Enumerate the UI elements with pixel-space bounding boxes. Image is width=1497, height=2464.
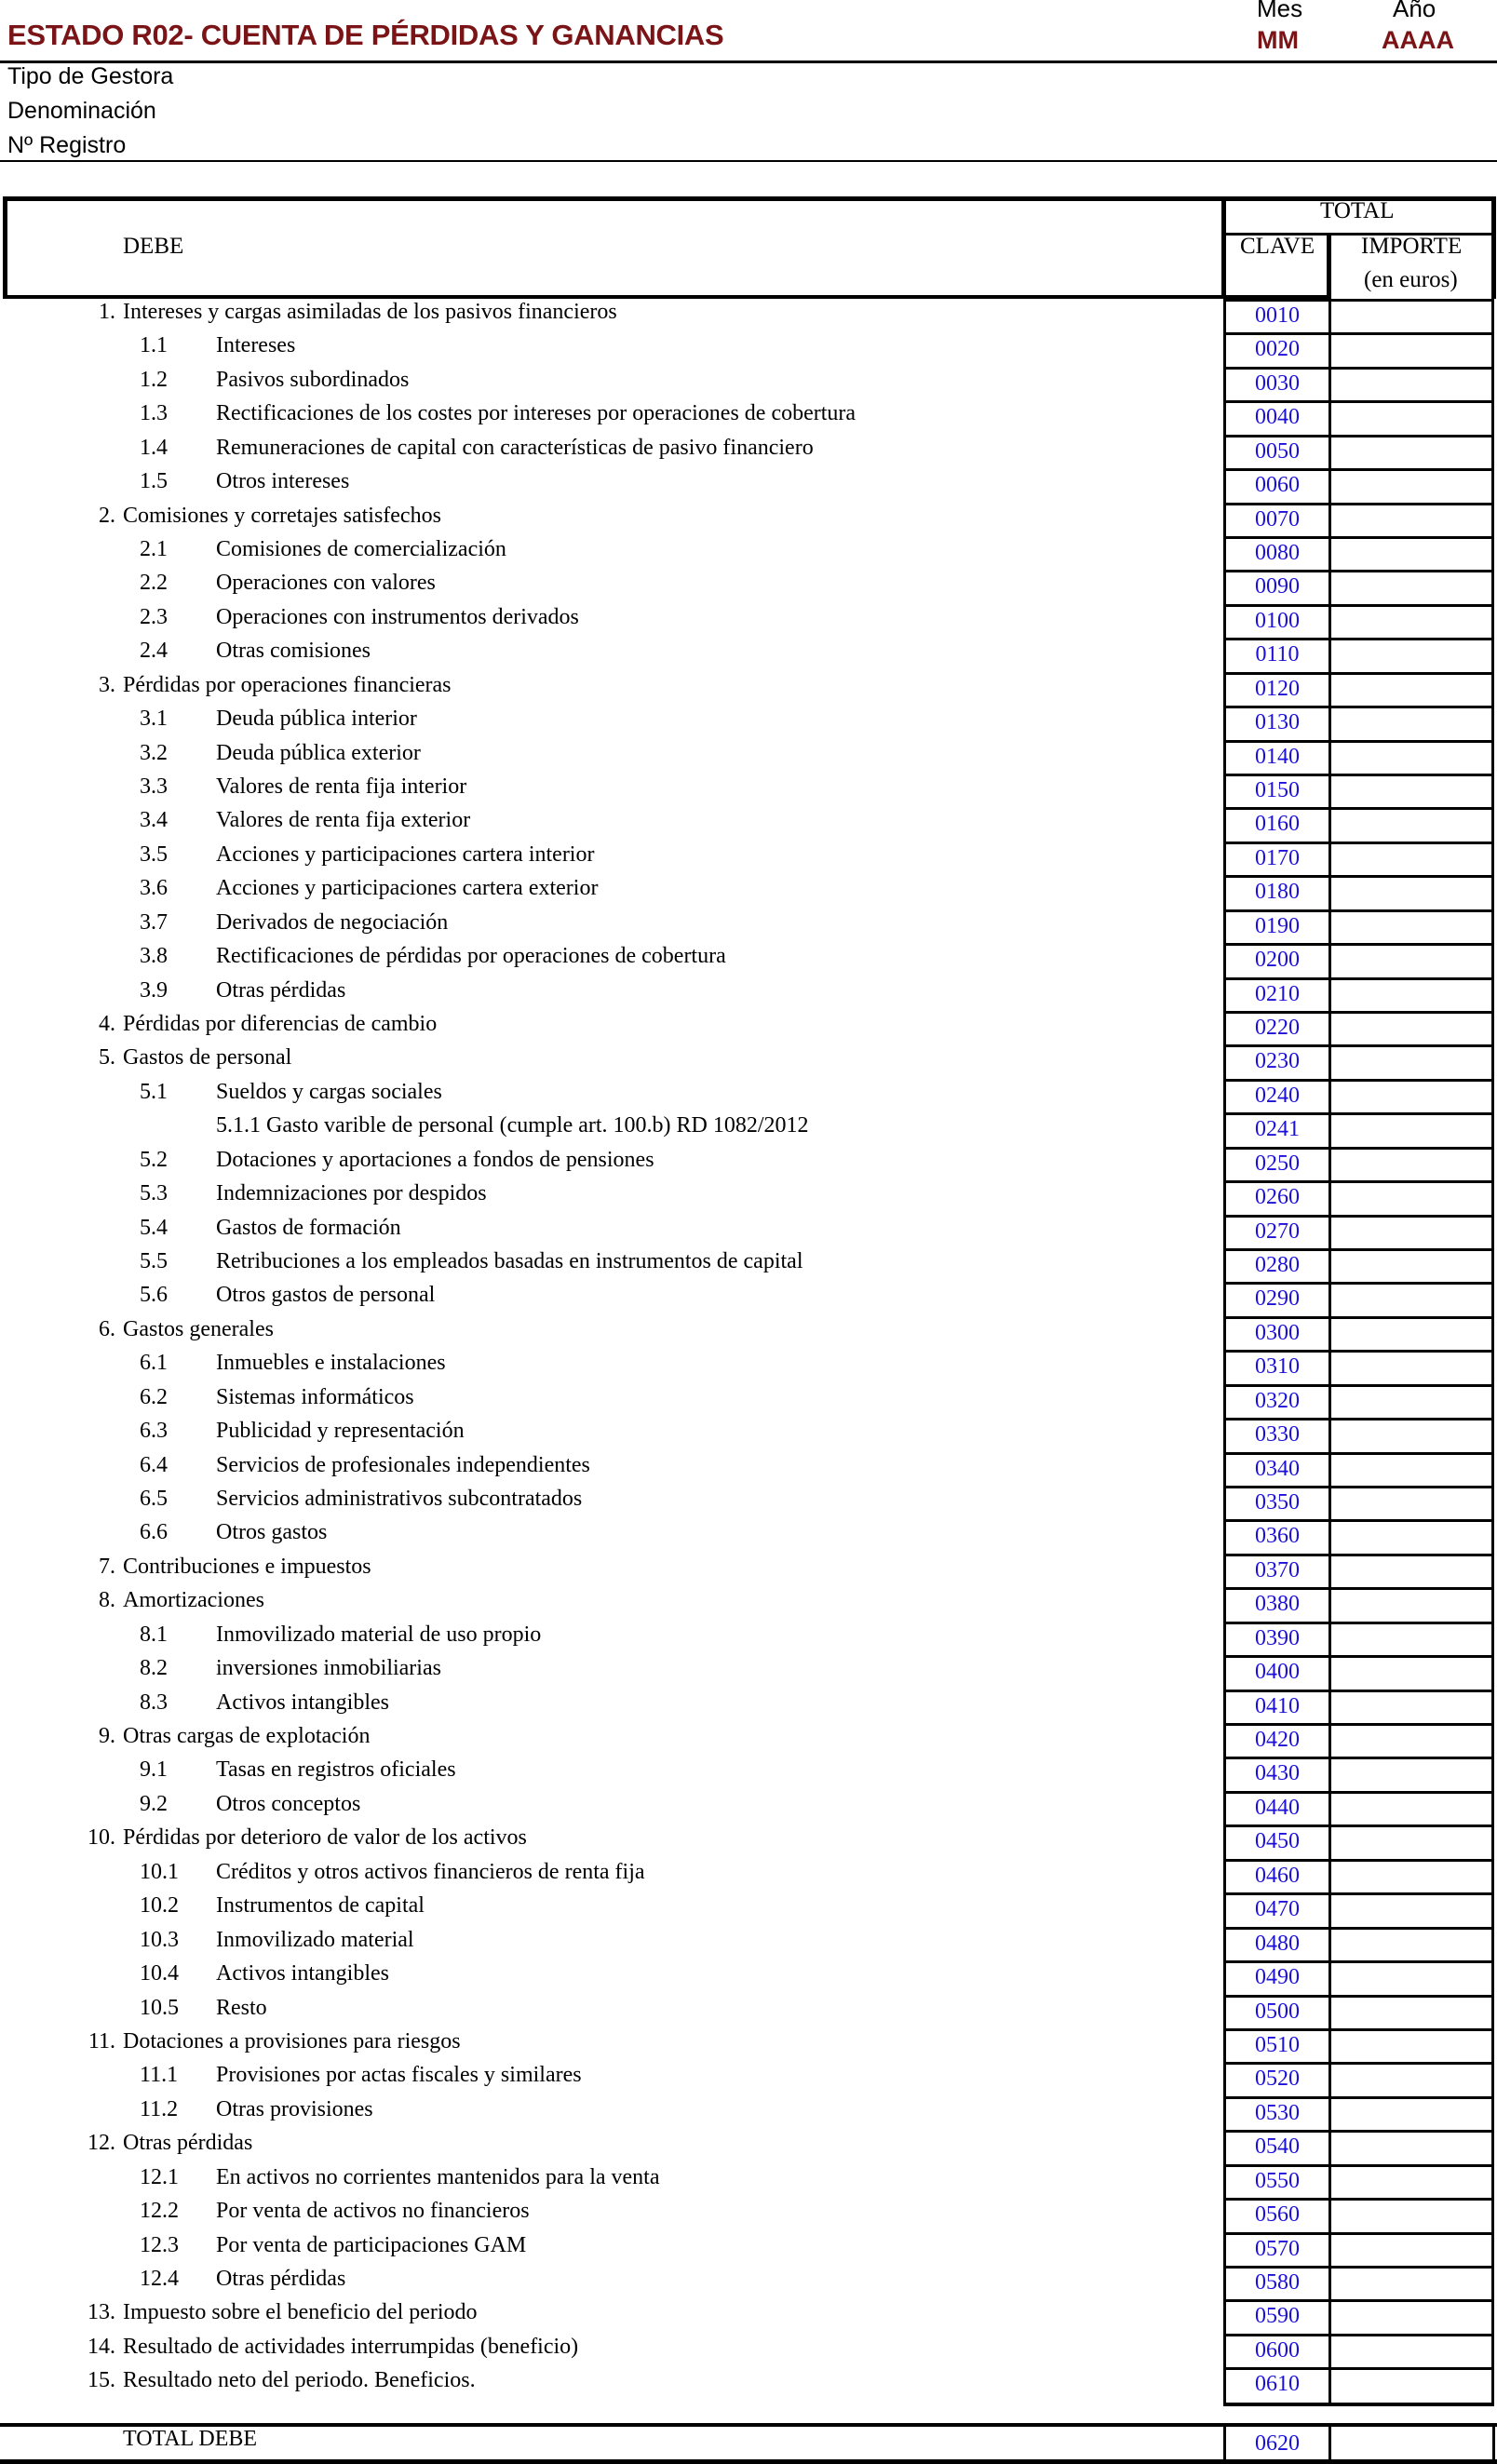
row-amount-input[interactable] (1331, 400, 1494, 438)
row-code: 0120 (1223, 672, 1331, 708)
row-code: 0090 (1223, 570, 1331, 607)
row-label: Derivados de negociación (216, 910, 449, 935)
row-code: 0060 (1223, 468, 1331, 505)
row-code: 0310 (1223, 1350, 1331, 1387)
row-code: 0510 (1223, 2028, 1331, 2065)
row-code: 0420 (1223, 1723, 1331, 1759)
row-label: Tasas en registros oficiales (216, 1757, 456, 1782)
row-number: 12.3 (140, 2233, 179, 2257)
row-amount-input[interactable] (1331, 570, 1494, 607)
row-number: 1. (99, 300, 115, 324)
row-number: 6. (99, 1317, 115, 1341)
row-code: 0241 (1223, 1112, 1331, 1150)
row-code: 0280 (1223, 1248, 1331, 1285)
row-number: 10.1 (140, 1860, 179, 1884)
debe-header: DEBE (123, 234, 184, 259)
row-label: Por venta de participaciones GAM (216, 2233, 527, 2257)
row-amount-input[interactable] (1331, 1587, 1494, 1624)
row-label: Amortizaciones (123, 1588, 264, 1612)
row-number: 3. (99, 673, 115, 697)
row-amount-input[interactable] (1331, 977, 1494, 1014)
row-amount-input[interactable] (1331, 1995, 1494, 2031)
row-label: Remuneraciones de capital con características de pasivo financiero (216, 436, 814, 460)
row-number: 12.2 (140, 2199, 179, 2223)
row-label: Servicios de profesionales independientes (216, 1453, 590, 1477)
row-number: 5.1 (140, 1080, 168, 1104)
row-code: 0190 (1223, 909, 1331, 946)
row-label: Créditos y otros activos financieros de renta fija (216, 1860, 645, 1884)
row-code: 0050 (1223, 435, 1331, 471)
row-amount-input[interactable] (1331, 1011, 1494, 1047)
row-code: 0180 (1223, 875, 1331, 912)
row-label: Otros conceptos (216, 1792, 361, 1816)
row-amount-input[interactable] (1331, 2198, 1494, 2235)
row-amount-input[interactable] (1331, 740, 1494, 776)
row-label: En activos no corrientes mantenidos para la venta (216, 2165, 660, 2189)
mes-label: Mes (1257, 0, 1303, 22)
row-code: 0160 (1223, 807, 1331, 844)
row-label: Operaciones con valores (216, 571, 436, 595)
row-code: 0210 (1223, 977, 1331, 1014)
row-number: 1.2 (140, 368, 168, 392)
row-amount-input[interactable] (1331, 604, 1494, 640)
row-code: 0570 (1223, 2232, 1331, 2269)
row-amount-input[interactable] (1331, 1655, 1494, 1692)
row-amount-input[interactable] (1331, 1215, 1494, 1251)
row-code: 0150 (1223, 774, 1331, 810)
row-label: Dotaciones a provisiones para riesgos (123, 2029, 461, 2053)
row-code: 0220 (1223, 1011, 1331, 1047)
row-label: Retribuciones a los empleados basadas en instrumentos de capital (216, 1249, 803, 1273)
row-label: Operaciones con instrumentos derivados (216, 605, 579, 629)
importe-header: IMPORTE (1361, 234, 1463, 259)
row-label: Dotaciones y aportaciones a fondos de pensiones (216, 1148, 654, 1172)
row-number: 1.3 (140, 401, 168, 425)
row-code: 0070 (1223, 503, 1331, 539)
row-label: Otras cargas de explotación (123, 1724, 371, 1748)
row-label: Otras pérdidas (123, 2131, 253, 2155)
row-amount-input[interactable] (1331, 672, 1494, 708)
total-debe-code: 0620 (1223, 2423, 1331, 2464)
registro-label: Nº Registro (7, 132, 127, 158)
row-code: 0430 (1223, 1757, 1331, 1794)
row-label: Inmovilizado material (216, 1928, 414, 1952)
meta-divider (0, 160, 1497, 162)
row-number: 3.8 (140, 944, 168, 968)
row-number: 1.1 (140, 333, 168, 357)
row-number: 12.4 (140, 2267, 179, 2291)
row-code: 0480 (1223, 1927, 1331, 1963)
row-code: 0250 (1223, 1147, 1331, 1183)
row-number: 6.3 (140, 1419, 168, 1443)
row-label: Activos intangibles (216, 1961, 389, 1986)
row-amount-input[interactable] (1331, 332, 1494, 370)
row-number: 3.3 (140, 774, 168, 799)
row-code: 0540 (1223, 2130, 1331, 2167)
row-amount-input[interactable] (1331, 1147, 1494, 1183)
row-label: Otras pérdidas (216, 2267, 346, 2291)
row-amount-input[interactable] (1331, 1690, 1494, 1726)
row-label: 5.1.1 Gasto varible de personal (cumple art. 100.b) RD 1082/2012 (216, 1113, 809, 1138)
row-code: 0400 (1223, 1655, 1331, 1692)
row-number: 5.6 (140, 1283, 168, 1307)
row-amount-input[interactable] (1331, 1180, 1494, 1218)
row-amount-input[interactable] (1331, 435, 1494, 471)
row-label: Otros gastos (216, 1520, 328, 1544)
row-number: 11. (88, 2029, 115, 2053)
row-amount-input[interactable] (1331, 1791, 1494, 1827)
row-number: 5.5 (140, 1249, 168, 1273)
row-label: Pérdidas por diferencias de cambio (123, 1012, 438, 1036)
row-number: 6.6 (140, 1520, 168, 1544)
row-amount-input[interactable] (1331, 842, 1494, 878)
row-code: 0410 (1223, 1690, 1331, 1726)
row-label: Activos intangibles (216, 1690, 389, 1715)
row-number: 10.5 (140, 1996, 179, 2020)
row-label: Resultado neto del periodo. Beneficios. (123, 2368, 476, 2392)
row-number: 5. (99, 1045, 115, 1070)
row-number: 11.2 (140, 2097, 179, 2121)
row-amount-input[interactable] (1331, 2266, 1494, 2302)
row-code: 0390 (1223, 1622, 1331, 1658)
clave-header: CLAVE (1240, 234, 1315, 259)
row-amount-input[interactable] (1331, 1079, 1494, 1115)
row-code: 0140 (1223, 740, 1331, 776)
row-label: Contribuciones e impuestos (123, 1555, 371, 1579)
row-label: Gastos de formación (216, 1216, 401, 1240)
row-code: 0440 (1223, 1791, 1331, 1827)
total-debe-amount[interactable] (1331, 2423, 1495, 2464)
row-label: Valores de renta fija interior (216, 774, 467, 799)
row-amount-input[interactable] (1331, 706, 1494, 743)
row-number: 6.4 (140, 1453, 168, 1477)
row-code: 0020 (1223, 332, 1331, 370)
row-code: 0550 (1223, 2164, 1331, 2201)
row-amount-input[interactable] (1331, 909, 1494, 946)
row-number: 3.2 (140, 741, 168, 765)
row-amount-input[interactable] (1331, 1519, 1494, 1556)
row-number: 2. (99, 504, 115, 528)
row-label: Pérdidas por deterioro de valor de los activos (123, 1825, 527, 1850)
row-label: Pasivos subordinados (216, 368, 410, 392)
row-number: 3.5 (140, 842, 168, 867)
row-label: Intereses y cargas asimiladas de los pasivos financieros (123, 300, 617, 324)
row-code: 0320 (1223, 1384, 1331, 1421)
row-number: 2.4 (140, 639, 168, 663)
row-label: Servicios administrativos subcontratados (216, 1487, 583, 1511)
row-amount-input[interactable] (1331, 1316, 1494, 1353)
row-amount-input[interactable] (1331, 2096, 1494, 2133)
row-amount-input[interactable] (1331, 536, 1494, 572)
row-code: 0260 (1223, 1180, 1331, 1218)
row-label: Gastos de personal (123, 1045, 292, 1070)
row-code: 0500 (1223, 1995, 1331, 2031)
total-header: TOTAL (1320, 198, 1395, 223)
mes-value[interactable]: MM (1257, 26, 1299, 54)
row-number: 6.2 (140, 1385, 168, 1409)
row-code: 0110 (1223, 638, 1331, 675)
row-amount-input[interactable] (1331, 1960, 1494, 1998)
row-code: 0080 (1223, 536, 1331, 572)
row-amount-input[interactable] (1331, 2062, 1494, 2099)
row-code: 0270 (1223, 1215, 1331, 1251)
row-label: Otras comisiones (216, 639, 371, 663)
row-code: 0030 (1223, 367, 1331, 403)
table-header (3, 196, 1226, 299)
row-code: 0470 (1223, 1892, 1331, 1930)
row-code: 0360 (1223, 1519, 1331, 1556)
row-label: Otras provisiones (216, 2097, 373, 2121)
row-number: 10.2 (140, 1893, 179, 1918)
row-code: 0350 (1223, 1486, 1331, 1522)
row-amount-input[interactable] (1331, 1622, 1494, 1658)
row-number: 15. (88, 2368, 115, 2392)
row-amount-input[interactable] (1331, 1824, 1494, 1862)
row-amount-input[interactable] (1331, 2130, 1494, 2167)
row-code: 0230 (1223, 1044, 1331, 1082)
row-amount-input[interactable] (1331, 1044, 1494, 1082)
denominacion-label: Denominación (7, 98, 156, 124)
row-number: 10.3 (140, 1928, 179, 1952)
row-number: 5.3 (140, 1181, 168, 1205)
total-debe-label: TOTAL DEBE (123, 2427, 258, 2451)
row-number: 10. (88, 1825, 115, 1850)
row-label: Gastos generales (123, 1317, 274, 1341)
row-amount-input[interactable] (1331, 1486, 1494, 1522)
row-label: Indemnizaciones por despidos (216, 1181, 487, 1205)
row-number: 9. (99, 1724, 115, 1748)
row-amount-input[interactable] (1331, 2028, 1494, 2065)
row-code: 0290 (1223, 1282, 1331, 1319)
row-amount-input[interactable] (1331, 299, 1494, 335)
row-code: 0300 (1223, 1316, 1331, 1353)
row-number: 2.3 (140, 605, 168, 629)
row-amount-input[interactable] (1331, 1282, 1494, 1319)
row-label: Otros gastos de personal (216, 1283, 436, 1307)
row-number: 6.5 (140, 1487, 168, 1511)
row-number: 11.1 (140, 2063, 179, 2087)
row-label: Sistemas informáticos (216, 1385, 414, 1409)
row-amount-input[interactable] (1331, 2334, 1494, 2370)
row-number: 14. (88, 2335, 115, 2359)
row-label: Inmovilizado material de uso propio (216, 1622, 542, 1647)
row-number: 7. (99, 1555, 115, 1579)
anio-value[interactable]: AAAA (1382, 26, 1454, 54)
row-number: 8.1 (140, 1622, 168, 1647)
row-number: 3.4 (140, 808, 168, 832)
row-amount-input[interactable] (1331, 1350, 1494, 1387)
row-number: 3.6 (140, 876, 168, 900)
row-code: 0560 (1223, 2198, 1331, 2235)
row-code: 0530 (1223, 2096, 1331, 2133)
anio-label: Año (1393, 0, 1436, 22)
row-amount-input[interactable] (1331, 774, 1494, 810)
row-amount-input[interactable] (1331, 1418, 1494, 1455)
row-code: 0450 (1223, 1824, 1331, 1862)
row-code: 0380 (1223, 1587, 1331, 1624)
row-code: 0010 (1223, 299, 1331, 335)
row-amount-input[interactable] (1331, 943, 1494, 980)
row-code: 0340 (1223, 1452, 1331, 1488)
row-number: 12. (88, 2131, 115, 2155)
row-code: 0460 (1223, 1859, 1331, 1895)
row-amount-input[interactable] (1331, 807, 1494, 844)
row-number: 3.9 (140, 978, 168, 1003)
row-label: Resto (216, 1996, 267, 2020)
row-number: 5.2 (140, 1148, 168, 1172)
row-code: 0370 (1223, 1554, 1331, 1590)
row-code: 0580 (1223, 2266, 1331, 2302)
row-label: Resultado de actividades interrumpidas (beneficio) (123, 2335, 579, 2359)
row-number: 9.1 (140, 1757, 168, 1782)
row-code: 0330 (1223, 1418, 1331, 1455)
row-amount-input[interactable] (1331, 875, 1494, 912)
row-number: 6.1 (140, 1351, 168, 1375)
importe-subheader: (en euros) (1364, 267, 1458, 292)
row-code: 0610 (1223, 2367, 1331, 2406)
row-label: Otras pérdidas (216, 978, 346, 1003)
row-number: 12.1 (140, 2165, 179, 2189)
row-code: 0520 (1223, 2062, 1331, 2099)
row-amount-input[interactable] (1331, 1892, 1494, 1930)
row-amount-input[interactable] (1331, 638, 1494, 675)
row-amount-input[interactable] (1331, 367, 1494, 403)
tipo-gestora-label: Tipo de Gestora (7, 63, 174, 89)
row-amount-input[interactable] (1331, 2367, 1494, 2406)
row-amount-input[interactable] (1331, 1859, 1494, 1895)
row-amount-input[interactable] (1331, 1927, 1494, 1963)
row-number: 3.1 (140, 707, 168, 731)
row-label: Valores de renta fija exterior (216, 808, 471, 832)
row-amount-input[interactable] (1331, 2164, 1494, 2201)
row-amount-input[interactable] (1331, 468, 1494, 505)
row-label: Intereses (216, 333, 296, 357)
row-label: Por venta de activos no financieros (216, 2199, 530, 2223)
row-label: Sueldos y cargas sociales (216, 1080, 442, 1104)
row-code: 0240 (1223, 1079, 1331, 1115)
row-label: Comisiones de comercialización (216, 537, 506, 561)
row-code: 0600 (1223, 2334, 1331, 2370)
row-label: Acciones y participaciones cartera exterior (216, 876, 599, 900)
row-number: 4. (99, 1012, 115, 1036)
row-number: 5.4 (140, 1216, 168, 1240)
row-label: Provisiones por actas fiscales y similares (216, 2063, 582, 2087)
row-code: 0170 (1223, 842, 1331, 878)
total-row-bottom-border (0, 2459, 1497, 2464)
row-amount-input[interactable] (1331, 1452, 1494, 1488)
row-label: Pérdidas por operaciones financieras (123, 673, 452, 697)
row-label: Inmuebles e instalaciones (216, 1351, 446, 1375)
row-code: 0100 (1223, 604, 1331, 640)
row-label: Deuda pública exterior (216, 741, 421, 765)
row-amount-input[interactable] (1331, 1554, 1494, 1590)
row-number: 8. (99, 1588, 115, 1612)
row-number: 8.2 (140, 1656, 168, 1680)
row-number: 2.2 (140, 571, 168, 595)
page-title: ESTADO R02- CUENTA DE PÉRDIDAS Y GANANCIAS (7, 19, 724, 51)
row-amount-input[interactable] (1331, 1112, 1494, 1150)
row-code: 0200 (1223, 943, 1331, 980)
row-amount-input[interactable] (1331, 1757, 1494, 1794)
row-label: Rectificaciones de los costes por intereses por operaciones de cobertura (216, 401, 856, 425)
row-label: Rectificaciones de pérdidas por operaciones de cobertura (216, 944, 726, 968)
row-label: Acciones y participaciones cartera interior (216, 842, 595, 867)
row-number: 2.1 (140, 537, 168, 561)
row-code: 0490 (1223, 1960, 1331, 1998)
row-number: 3.7 (140, 910, 168, 935)
row-label: Impuesto sobre el beneficio del periodo (123, 2300, 478, 2324)
row-number: 9.2 (140, 1792, 168, 1816)
row-code: 0040 (1223, 400, 1331, 438)
row-amount-input[interactable] (1331, 2232, 1494, 2269)
row-number: 8.3 (140, 1690, 168, 1715)
row-amount-input[interactable] (1331, 1723, 1494, 1759)
row-number: 10.4 (140, 1961, 179, 1986)
title-divider (0, 61, 1497, 63)
row-number: 1.4 (140, 436, 168, 460)
row-number: 1.5 (140, 469, 168, 493)
row-amount-input[interactable] (1331, 1248, 1494, 1285)
row-label: Deuda pública interior (216, 707, 417, 731)
row-label: inversiones inmobiliarias (216, 1656, 441, 1680)
row-code: 0130 (1223, 706, 1331, 743)
row-amount-input[interactable] (1331, 2299, 1494, 2336)
row-amount-input[interactable] (1331, 503, 1494, 539)
row-code: 0590 (1223, 2299, 1331, 2336)
row-amount-input[interactable] (1331, 1384, 1494, 1421)
row-label: Comisiones y corretajes satisfechos (123, 504, 441, 528)
row-number: 13. (88, 2300, 115, 2324)
row-label: Instrumentos de capital (216, 1893, 425, 1918)
row-label: Publicidad y representación (216, 1419, 465, 1443)
row-label: Otros intereses (216, 469, 350, 493)
